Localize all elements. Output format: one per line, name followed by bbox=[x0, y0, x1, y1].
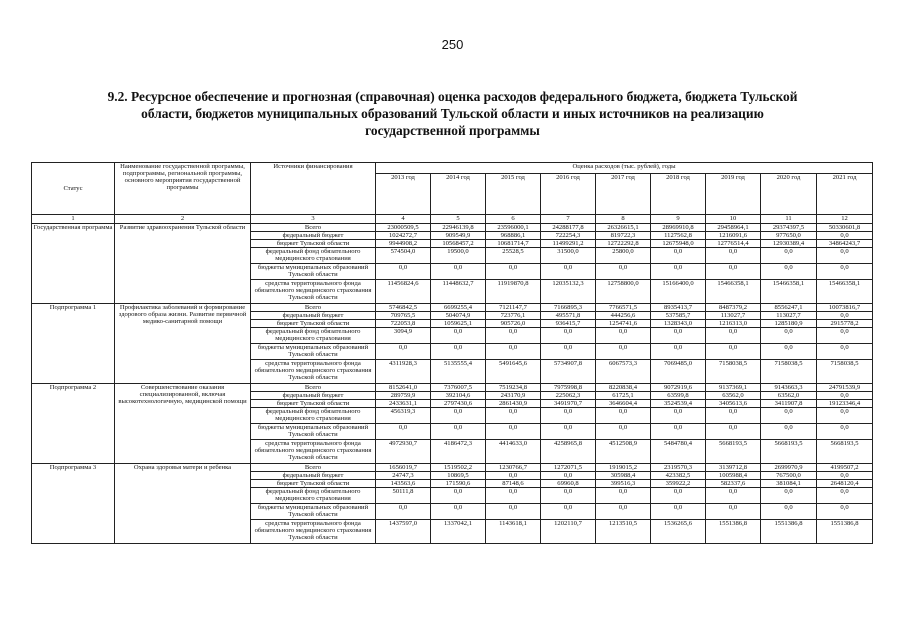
funding-source-cell: средства территориального фонда обязательного медицинского страхования Тульской области bbox=[251, 280, 376, 304]
funding-source-cell: бюджеты муниципальных образований Тульской области bbox=[251, 264, 376, 280]
value-cell: 5668193,5 bbox=[817, 440, 873, 464]
program-name-cell: Охрана здоровья матери и ребенка bbox=[115, 464, 251, 544]
value-cell: 11448632,7 bbox=[431, 280, 486, 304]
value-cell: 5135555,4 bbox=[431, 360, 486, 384]
value-cell: 0,0 bbox=[596, 344, 651, 360]
program-name-cell: Совершенствование оказания специализированной, включая высокотехнологичную, медицинской помощи bbox=[115, 384, 251, 464]
value-cell: 722053,8 bbox=[376, 320, 431, 328]
value-cell: 574504,0 bbox=[376, 248, 431, 264]
value-cell: 24288177,8 bbox=[541, 224, 596, 232]
column-number: 2 bbox=[115, 215, 251, 224]
value-cell: 0,0 bbox=[706, 344, 761, 360]
value-cell: 0,0 bbox=[817, 232, 873, 240]
value-cell: 15466358,1 bbox=[761, 280, 817, 304]
value-cell: 0,0 bbox=[486, 264, 541, 280]
value-cell: 936415,7 bbox=[541, 320, 596, 328]
value-cell: 1213510,5 bbox=[596, 520, 651, 544]
value-cell: 0,0 bbox=[761, 264, 817, 280]
value-cell: 225062,3 bbox=[541, 392, 596, 400]
value-cell: 709765,5 bbox=[376, 312, 431, 320]
value-cell: 0,0 bbox=[431, 504, 486, 520]
value-cell: 19500,0 bbox=[431, 248, 486, 264]
funding-source-cell: Всего bbox=[251, 464, 376, 472]
value-cell: 1919015,2 bbox=[596, 464, 651, 472]
value-cell: 0,0 bbox=[596, 264, 651, 280]
value-cell: 25800,0 bbox=[596, 248, 651, 264]
value-cell: 1143618,1 bbox=[486, 520, 541, 544]
value-cell: 0,0 bbox=[431, 328, 486, 344]
value-cell: 143563,6 bbox=[376, 480, 431, 488]
value-cell: 0,0 bbox=[486, 344, 541, 360]
value-cell: 0,0 bbox=[761, 488, 817, 504]
value-cell: 8935413,7 bbox=[651, 304, 706, 312]
value-cell: 5668193,5 bbox=[706, 440, 761, 464]
value-cell: 12675948,0 bbox=[651, 240, 706, 248]
value-cell: 0,0 bbox=[541, 264, 596, 280]
column-number: 5 bbox=[431, 215, 486, 224]
value-cell: 6067573,3 bbox=[596, 360, 651, 384]
value-cell: 9137369,1 bbox=[706, 384, 761, 392]
status-cell: Подпрограмма 2 bbox=[32, 384, 115, 464]
value-cell: 0,0 bbox=[431, 408, 486, 424]
value-cell: 0,0 bbox=[817, 264, 873, 280]
funding-source-cell: бюджет Тульской области bbox=[251, 320, 376, 328]
header-year: 2020 год bbox=[761, 174, 817, 215]
value-cell: 1202110,7 bbox=[541, 520, 596, 544]
value-cell: 6699255,4 bbox=[431, 304, 486, 312]
value-cell: 0,0 bbox=[596, 488, 651, 504]
value-cell: 0,0 bbox=[761, 408, 817, 424]
value-cell: 0,0 bbox=[651, 488, 706, 504]
value-cell: 0,0 bbox=[596, 424, 651, 440]
value-cell: 399516,3 bbox=[596, 480, 651, 488]
funding-source-cell: бюджеты муниципальных образований Тульской области bbox=[251, 504, 376, 520]
value-cell: 7158038,5 bbox=[761, 360, 817, 384]
value-cell: 819722,3 bbox=[596, 232, 651, 240]
value-cell: 0,0 bbox=[431, 264, 486, 280]
value-cell: 12035132,3 bbox=[541, 280, 596, 304]
value-cell: 1230766,7 bbox=[486, 464, 541, 472]
value-cell: 0,0 bbox=[541, 408, 596, 424]
column-number: 8 bbox=[596, 215, 651, 224]
header-estimate: Оценка расходов (тыс. рублей), годы bbox=[376, 163, 873, 174]
funding-source-cell: средства территориального фонда обязательного медицинского страхования Тульской области bbox=[251, 360, 376, 384]
value-cell: 5484780,4 bbox=[651, 440, 706, 464]
value-cell: 24747,3 bbox=[376, 472, 431, 480]
funding-source-cell: средства территориального фонда обязательного медицинского страхования Тульской области bbox=[251, 440, 376, 464]
header-name: Наименование государственной программы, подпрограммы, региональной программы, основного мероприятия государственной программы bbox=[115, 163, 251, 215]
value-cell: 0,0 bbox=[706, 408, 761, 424]
value-cell: 9143663,3 bbox=[761, 384, 817, 392]
value-cell: 0,0 bbox=[761, 424, 817, 440]
value-cell: 28969910,8 bbox=[651, 224, 706, 232]
value-cell: 25528,5 bbox=[486, 248, 541, 264]
value-cell: 23596000,1 bbox=[486, 224, 541, 232]
value-cell: 1519502,2 bbox=[431, 464, 486, 472]
value-cell: 0,0 bbox=[706, 328, 761, 344]
value-cell: 3139712,8 bbox=[706, 464, 761, 472]
value-cell: 4972930,7 bbox=[376, 440, 431, 464]
value-cell: 0,0 bbox=[596, 408, 651, 424]
value-cell: 171590,6 bbox=[431, 480, 486, 488]
value-cell: 2699970,9 bbox=[761, 464, 817, 472]
value-cell: 0,0 bbox=[486, 424, 541, 440]
value-cell: 1216313,0 bbox=[706, 320, 761, 328]
value-cell: 2861430,9 bbox=[486, 400, 541, 408]
value-cell: 9072919,6 bbox=[651, 384, 706, 392]
column-number: 3 bbox=[251, 215, 376, 224]
value-cell: 23000509,5 bbox=[376, 224, 431, 232]
value-cell: 3411907,8 bbox=[761, 400, 817, 408]
value-cell: 63562,0 bbox=[706, 392, 761, 400]
value-cell: 0,0 bbox=[486, 472, 541, 480]
value-cell: 12758800,0 bbox=[596, 280, 651, 304]
value-cell: 0,0 bbox=[541, 344, 596, 360]
value-cell: 2319570,3 bbox=[651, 464, 706, 472]
value-cell: 5668193,5 bbox=[761, 440, 817, 464]
value-cell: 24791539,9 bbox=[817, 384, 873, 392]
funding-source-cell: федеральный фонд обязательного медицинского страхования bbox=[251, 488, 376, 504]
value-cell: 29374397,5 bbox=[761, 224, 817, 232]
value-cell: 0,0 bbox=[486, 488, 541, 504]
value-cell: 977650,0 bbox=[761, 232, 817, 240]
value-cell: 0,0 bbox=[817, 344, 873, 360]
value-cell: 537585,7 bbox=[651, 312, 706, 320]
value-cell: 722254,3 bbox=[541, 232, 596, 240]
value-cell: 113027,7 bbox=[761, 312, 817, 320]
value-cell: 392104,6 bbox=[431, 392, 486, 400]
value-cell: 0,0 bbox=[541, 472, 596, 480]
value-cell: 0,0 bbox=[706, 504, 761, 520]
value-cell: 0,0 bbox=[817, 392, 873, 400]
value-cell: 0,0 bbox=[651, 504, 706, 520]
table-body bbox=[32, 163, 873, 544]
value-cell: 1005988,4 bbox=[706, 472, 761, 480]
value-cell: 0,0 bbox=[761, 504, 817, 520]
value-cell: 1328343,0 bbox=[651, 320, 706, 328]
value-cell: 1285180,9 bbox=[761, 320, 817, 328]
value-cell: 0,0 bbox=[706, 248, 761, 264]
value-cell: 8487379,2 bbox=[706, 304, 761, 312]
value-cell: 10681714,7 bbox=[486, 240, 541, 248]
value-cell: 3524539,4 bbox=[651, 400, 706, 408]
value-cell: 1216091,6 bbox=[706, 232, 761, 240]
title-line-2: области, бюджетов муниципальных образований Тульской области и иных источников на реализацию bbox=[141, 106, 764, 121]
value-cell: 15466358,1 bbox=[817, 280, 873, 304]
value-cell: 5491645,6 bbox=[486, 360, 541, 384]
value-cell: 2915778,2 bbox=[817, 320, 873, 328]
value-cell: 905726,0 bbox=[486, 320, 541, 328]
value-cell: 11499291,2 bbox=[541, 240, 596, 248]
value-cell: 504074,9 bbox=[431, 312, 486, 320]
value-cell: 7121147,7 bbox=[486, 304, 541, 312]
value-cell: 243170,9 bbox=[486, 392, 541, 400]
value-cell: 5734907,8 bbox=[541, 360, 596, 384]
value-cell: 7069485,0 bbox=[651, 360, 706, 384]
value-cell: 0,0 bbox=[486, 408, 541, 424]
title-line-1: 9.2. Ресурсное обеспечение и прогнозная (справочная) оценка расходов федерального бюджета, бюджета Тульской bbox=[107, 89, 798, 104]
status-cell: Подпрограмма 3 bbox=[32, 464, 115, 544]
funding-source-cell: федеральный бюджет bbox=[251, 472, 376, 480]
value-cell: 4512508,9 bbox=[596, 440, 651, 464]
value-cell: 381084,1 bbox=[761, 480, 817, 488]
value-cell: 31500,0 bbox=[541, 248, 596, 264]
header-year: 2021 год bbox=[817, 174, 873, 215]
funding-source-cell: бюджет Тульской области bbox=[251, 400, 376, 408]
value-cell: 0,0 bbox=[651, 424, 706, 440]
value-cell: 1551386,8 bbox=[761, 520, 817, 544]
value-cell: 1254741,6 bbox=[596, 320, 651, 328]
value-cell: 0,0 bbox=[596, 504, 651, 520]
value-cell: 0,0 bbox=[817, 488, 873, 504]
header-year: 2017 год bbox=[596, 174, 651, 215]
value-cell: 9944908,2 bbox=[376, 240, 431, 248]
value-cell: 767500,0 bbox=[761, 472, 817, 480]
column-number: 6 bbox=[486, 215, 541, 224]
value-cell: 0,0 bbox=[376, 344, 431, 360]
value-cell: 8556247,1 bbox=[761, 304, 817, 312]
value-cell: 0,0 bbox=[817, 504, 873, 520]
value-cell: 0,0 bbox=[651, 344, 706, 360]
column-number: 1 bbox=[32, 215, 115, 224]
value-cell: 7166895,3 bbox=[541, 304, 596, 312]
value-cell: 4414633,0 bbox=[486, 440, 541, 464]
value-cell: 1127562,8 bbox=[651, 232, 706, 240]
value-cell: 8220838,4 bbox=[596, 384, 651, 392]
header-year: 2016 год bbox=[541, 174, 596, 215]
value-cell: 1272071,5 bbox=[541, 464, 596, 472]
value-cell: 0,0 bbox=[596, 328, 651, 344]
value-cell: 2648120,4 bbox=[817, 480, 873, 488]
funding-source-cell: бюджет Тульской области bbox=[251, 480, 376, 488]
value-cell: 444256,6 bbox=[596, 312, 651, 320]
value-cell: 0,0 bbox=[817, 472, 873, 480]
program-name-cell: Профилактика заболеваний и формирование здорового образа жизни. Развитие первичной медико-санитарной помощи bbox=[115, 304, 251, 384]
value-cell: 1551386,8 bbox=[706, 520, 761, 544]
value-cell: 5746842,5 bbox=[376, 304, 431, 312]
value-cell: 0,0 bbox=[651, 264, 706, 280]
value-cell: 582337,6 bbox=[706, 480, 761, 488]
column-number-row bbox=[32, 215, 873, 224]
value-cell: 0,0 bbox=[817, 328, 873, 344]
value-cell: 11456824,6 bbox=[376, 280, 431, 304]
value-cell: 305988,4 bbox=[596, 472, 651, 480]
value-cell: 4258965,8 bbox=[541, 440, 596, 464]
value-cell: 7519234,8 bbox=[486, 384, 541, 392]
value-cell: 3646604,4 bbox=[596, 400, 651, 408]
value-cell: 0,0 bbox=[761, 344, 817, 360]
value-cell: 495571,8 bbox=[541, 312, 596, 320]
value-cell: 1551386,8 bbox=[817, 520, 873, 544]
table-row bbox=[32, 304, 873, 312]
value-cell: 12930389,4 bbox=[761, 240, 817, 248]
value-cell: 0,0 bbox=[706, 264, 761, 280]
value-cell: 423382,5 bbox=[651, 472, 706, 480]
funding-source-cell: федеральный фонд обязательного медицинского страхования bbox=[251, 248, 376, 264]
program-name-cell: Развитие здравоохранения Тульской области bbox=[115, 224, 251, 304]
value-cell: 15466358,1 bbox=[706, 280, 761, 304]
value-cell: 4199507,2 bbox=[817, 464, 873, 472]
header-year: 2018 год bbox=[651, 174, 706, 215]
value-cell: 22946139,8 bbox=[431, 224, 486, 232]
value-cell: 4186472,3 bbox=[431, 440, 486, 464]
value-cell: 2433631,1 bbox=[376, 400, 431, 408]
funding-source-cell: федеральный бюджет bbox=[251, 312, 376, 320]
value-cell: 723776,1 bbox=[486, 312, 541, 320]
value-cell: 0,0 bbox=[376, 424, 431, 440]
value-cell: 34864243,7 bbox=[817, 240, 873, 248]
section-title bbox=[40, 88, 865, 139]
header-year: 2014 год bbox=[431, 174, 486, 215]
column-number: 4 bbox=[376, 215, 431, 224]
value-cell: 61725,1 bbox=[596, 392, 651, 400]
value-cell: 10869,5 bbox=[431, 472, 486, 480]
value-cell: 0,0 bbox=[817, 248, 873, 264]
table-row bbox=[32, 224, 873, 232]
value-cell: 50330601,8 bbox=[817, 224, 873, 232]
funding-source-cell: Всего bbox=[251, 304, 376, 312]
value-cell: 0,0 bbox=[817, 424, 873, 440]
value-cell: 968886,1 bbox=[486, 232, 541, 240]
column-number: 9 bbox=[651, 215, 706, 224]
value-cell: 0,0 bbox=[486, 328, 541, 344]
funding-source-cell: федеральный бюджет bbox=[251, 232, 376, 240]
table-row bbox=[32, 384, 873, 392]
value-cell: 0,0 bbox=[651, 248, 706, 264]
value-cell: 11919870,8 bbox=[486, 280, 541, 304]
value-cell: 0,0 bbox=[376, 264, 431, 280]
value-cell: 2797430,6 bbox=[431, 400, 486, 408]
value-cell: 0,0 bbox=[431, 344, 486, 360]
value-cell: 26326615,1 bbox=[596, 224, 651, 232]
value-cell: 29458964,1 bbox=[706, 224, 761, 232]
value-cell: 0,0 bbox=[431, 488, 486, 504]
value-cell: 1059625,1 bbox=[431, 320, 486, 328]
value-cell: 1536265,6 bbox=[651, 520, 706, 544]
funding-source-cell: бюджет Тульской области bbox=[251, 240, 376, 248]
value-cell: 0,0 bbox=[651, 328, 706, 344]
column-number: 12 bbox=[817, 215, 873, 224]
value-cell: 63599,8 bbox=[651, 392, 706, 400]
value-cell: 87148,6 bbox=[486, 480, 541, 488]
funding-source-cell: бюджеты муниципальных образований Тульской области bbox=[251, 344, 376, 360]
value-cell: 7158038,5 bbox=[817, 360, 873, 384]
funding-source-cell: федеральный бюджет bbox=[251, 392, 376, 400]
value-cell: 8152641,0 bbox=[376, 384, 431, 392]
funding-source-cell: Всего bbox=[251, 384, 376, 392]
value-cell: 7376007,5 bbox=[431, 384, 486, 392]
value-cell: 19123346,4 bbox=[817, 400, 873, 408]
funding-source-cell: федеральный фонд обязательного медицинского страхования bbox=[251, 408, 376, 424]
table-row bbox=[32, 464, 873, 472]
value-cell: 113027,7 bbox=[706, 312, 761, 320]
value-cell: 3094,9 bbox=[376, 328, 431, 344]
header-source: Источники финансирования bbox=[251, 163, 376, 215]
resource-table bbox=[31, 162, 873, 544]
value-cell: 12722292,8 bbox=[596, 240, 651, 248]
value-cell: 1437597,0 bbox=[376, 520, 431, 544]
value-cell: 7766571,5 bbox=[596, 304, 651, 312]
value-cell: 0,0 bbox=[761, 248, 817, 264]
funding-source-cell: федеральный фонд обязательного медицинского страхования bbox=[251, 328, 376, 344]
value-cell: 4311928,3 bbox=[376, 360, 431, 384]
header-year: 2015 год bbox=[486, 174, 541, 215]
value-cell: 0,0 bbox=[761, 328, 817, 344]
page-number: 250 bbox=[441, 37, 464, 52]
funding-source-cell: бюджеты муниципальных образований Тульской области bbox=[251, 424, 376, 440]
header-status: Статус bbox=[32, 163, 115, 215]
value-cell: 0,0 bbox=[541, 424, 596, 440]
funding-source-cell: средства территориального фонда обязательного медицинского страхования Тульской области bbox=[251, 520, 376, 544]
column-number: 11 bbox=[761, 215, 817, 224]
value-cell: 3405613,6 bbox=[706, 400, 761, 408]
header-row bbox=[32, 163, 873, 174]
column-number: 7 bbox=[541, 215, 596, 224]
value-cell: 0,0 bbox=[817, 312, 873, 320]
value-cell: 909549,9 bbox=[431, 232, 486, 240]
value-cell: 10073816,7 bbox=[817, 304, 873, 312]
value-cell: 0,0 bbox=[541, 488, 596, 504]
value-cell: 50111,8 bbox=[376, 488, 431, 504]
value-cell: 289759,9 bbox=[376, 392, 431, 400]
value-cell: 1656019,7 bbox=[376, 464, 431, 472]
value-cell: 0,0 bbox=[376, 504, 431, 520]
value-cell: 69960,8 bbox=[541, 480, 596, 488]
status-cell: Государственная программа bbox=[32, 224, 115, 304]
value-cell: 12776514,4 bbox=[706, 240, 761, 248]
value-cell: 456319,3 bbox=[376, 408, 431, 424]
value-cell: 1337042,1 bbox=[431, 520, 486, 544]
value-cell: 0,0 bbox=[431, 424, 486, 440]
funding-source-cell: Всего bbox=[251, 224, 376, 232]
value-cell: 0,0 bbox=[651, 408, 706, 424]
value-cell: 1024272,7 bbox=[376, 232, 431, 240]
value-cell: 7975998,8 bbox=[541, 384, 596, 392]
header-year: 2013 год bbox=[376, 174, 431, 215]
header-year: 2019 год bbox=[706, 174, 761, 215]
value-cell: 0,0 bbox=[706, 488, 761, 504]
title-line-3: государственной программы bbox=[365, 123, 540, 138]
column-number: 10 bbox=[706, 215, 761, 224]
value-cell: 0,0 bbox=[541, 328, 596, 344]
value-cell: 0,0 bbox=[817, 408, 873, 424]
value-cell: 359922,2 bbox=[651, 480, 706, 488]
status-cell: Подпрограмма 1 bbox=[32, 304, 115, 384]
value-cell: 3491970,7 bbox=[541, 400, 596, 408]
value-cell: 15166400,0 bbox=[651, 280, 706, 304]
value-cell: 0,0 bbox=[486, 504, 541, 520]
value-cell: 10568457,2 bbox=[431, 240, 486, 248]
value-cell: 63562,0 bbox=[761, 392, 817, 400]
value-cell: 7158038,5 bbox=[706, 360, 761, 384]
value-cell: 0,0 bbox=[541, 504, 596, 520]
value-cell: 0,0 bbox=[706, 424, 761, 440]
